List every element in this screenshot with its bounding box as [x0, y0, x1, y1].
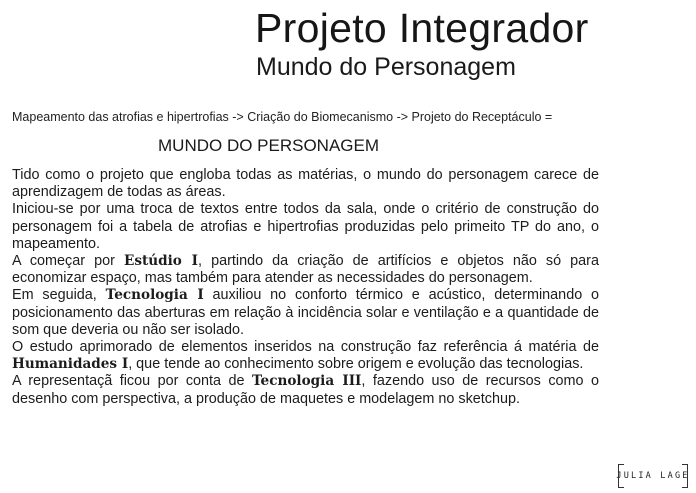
page-subtitle: Mundo do Personagem: [256, 53, 516, 81]
paragraph-humanidades: [12, 339, 599, 373]
subject-name: Tecnologia I: [105, 287, 204, 304]
paragraph-text: auxiliou no conforto térmico e acústico, determinando o posicionamento das aberturas em relação à incidência solar e ventilação e a quantidade de som que deveria ou não ser isolado.: [12, 287, 600, 338]
section-heading: MUNDO DO PERSONAGEM: [158, 136, 380, 155]
paragraph-text: O estudo aprimorado de elementos inseridos na construção faz referência á matéria de: [12, 339, 599, 356]
paragraph-text: , que tende ao conhecimento sobre origem e evolução das tecnologias.: [128, 356, 584, 373]
subject-name: Estúdio I: [123, 253, 199, 270]
paragraph-text: , partindo da criação de artifícios e objetos não só para economizar espaço, mas também para atender as necessidades do personagem.: [12, 253, 599, 287]
subject-name: Humanidades I: [12, 356, 129, 373]
paragraph-text: A começar por: [12, 253, 124, 270]
paragraph-text: Em seguida,: [12, 287, 106, 304]
paragraph-text: , fazendo uso de recursos como o desenho com perspectiva, a produção de maquetes e modelagem no sketchup.: [12, 373, 600, 407]
paragraph-intro: Tido como o projeto que engloba todas as matérias, o mundo do personagem carece de aprendizagem de todas as áreas.: [12, 167, 599, 201]
paragraph-tecnologia-3: [12, 373, 599, 407]
process-breadcrumb: Mapeamento das atrofias e hipertrofias -> Criação do Biomecanismo -> Projeto do Receptáculo =: [12, 110, 553, 124]
body-text: [12, 167, 599, 408]
paragraph-text: A representaçã ficou por conta de: [12, 373, 252, 390]
paragraph-estudio: [12, 253, 599, 287]
paragraph-tecnologia-1: [12, 287, 599, 339]
page-title: Projeto Integrador: [255, 5, 589, 51]
paragraph-mapping: Iniciou-se por uma troca de textos entre todos da sala, onde o critério de construção do personagem foi a tabela de atrofias e hipertrofias produzidas pelo primeito TP do ano, o mapeamento.: [12, 201, 599, 252]
signature-text: JULIA LAGE: [616, 471, 690, 481]
signature-logo: [618, 464, 688, 488]
subject-name: Tecnologia III: [252, 373, 362, 390]
